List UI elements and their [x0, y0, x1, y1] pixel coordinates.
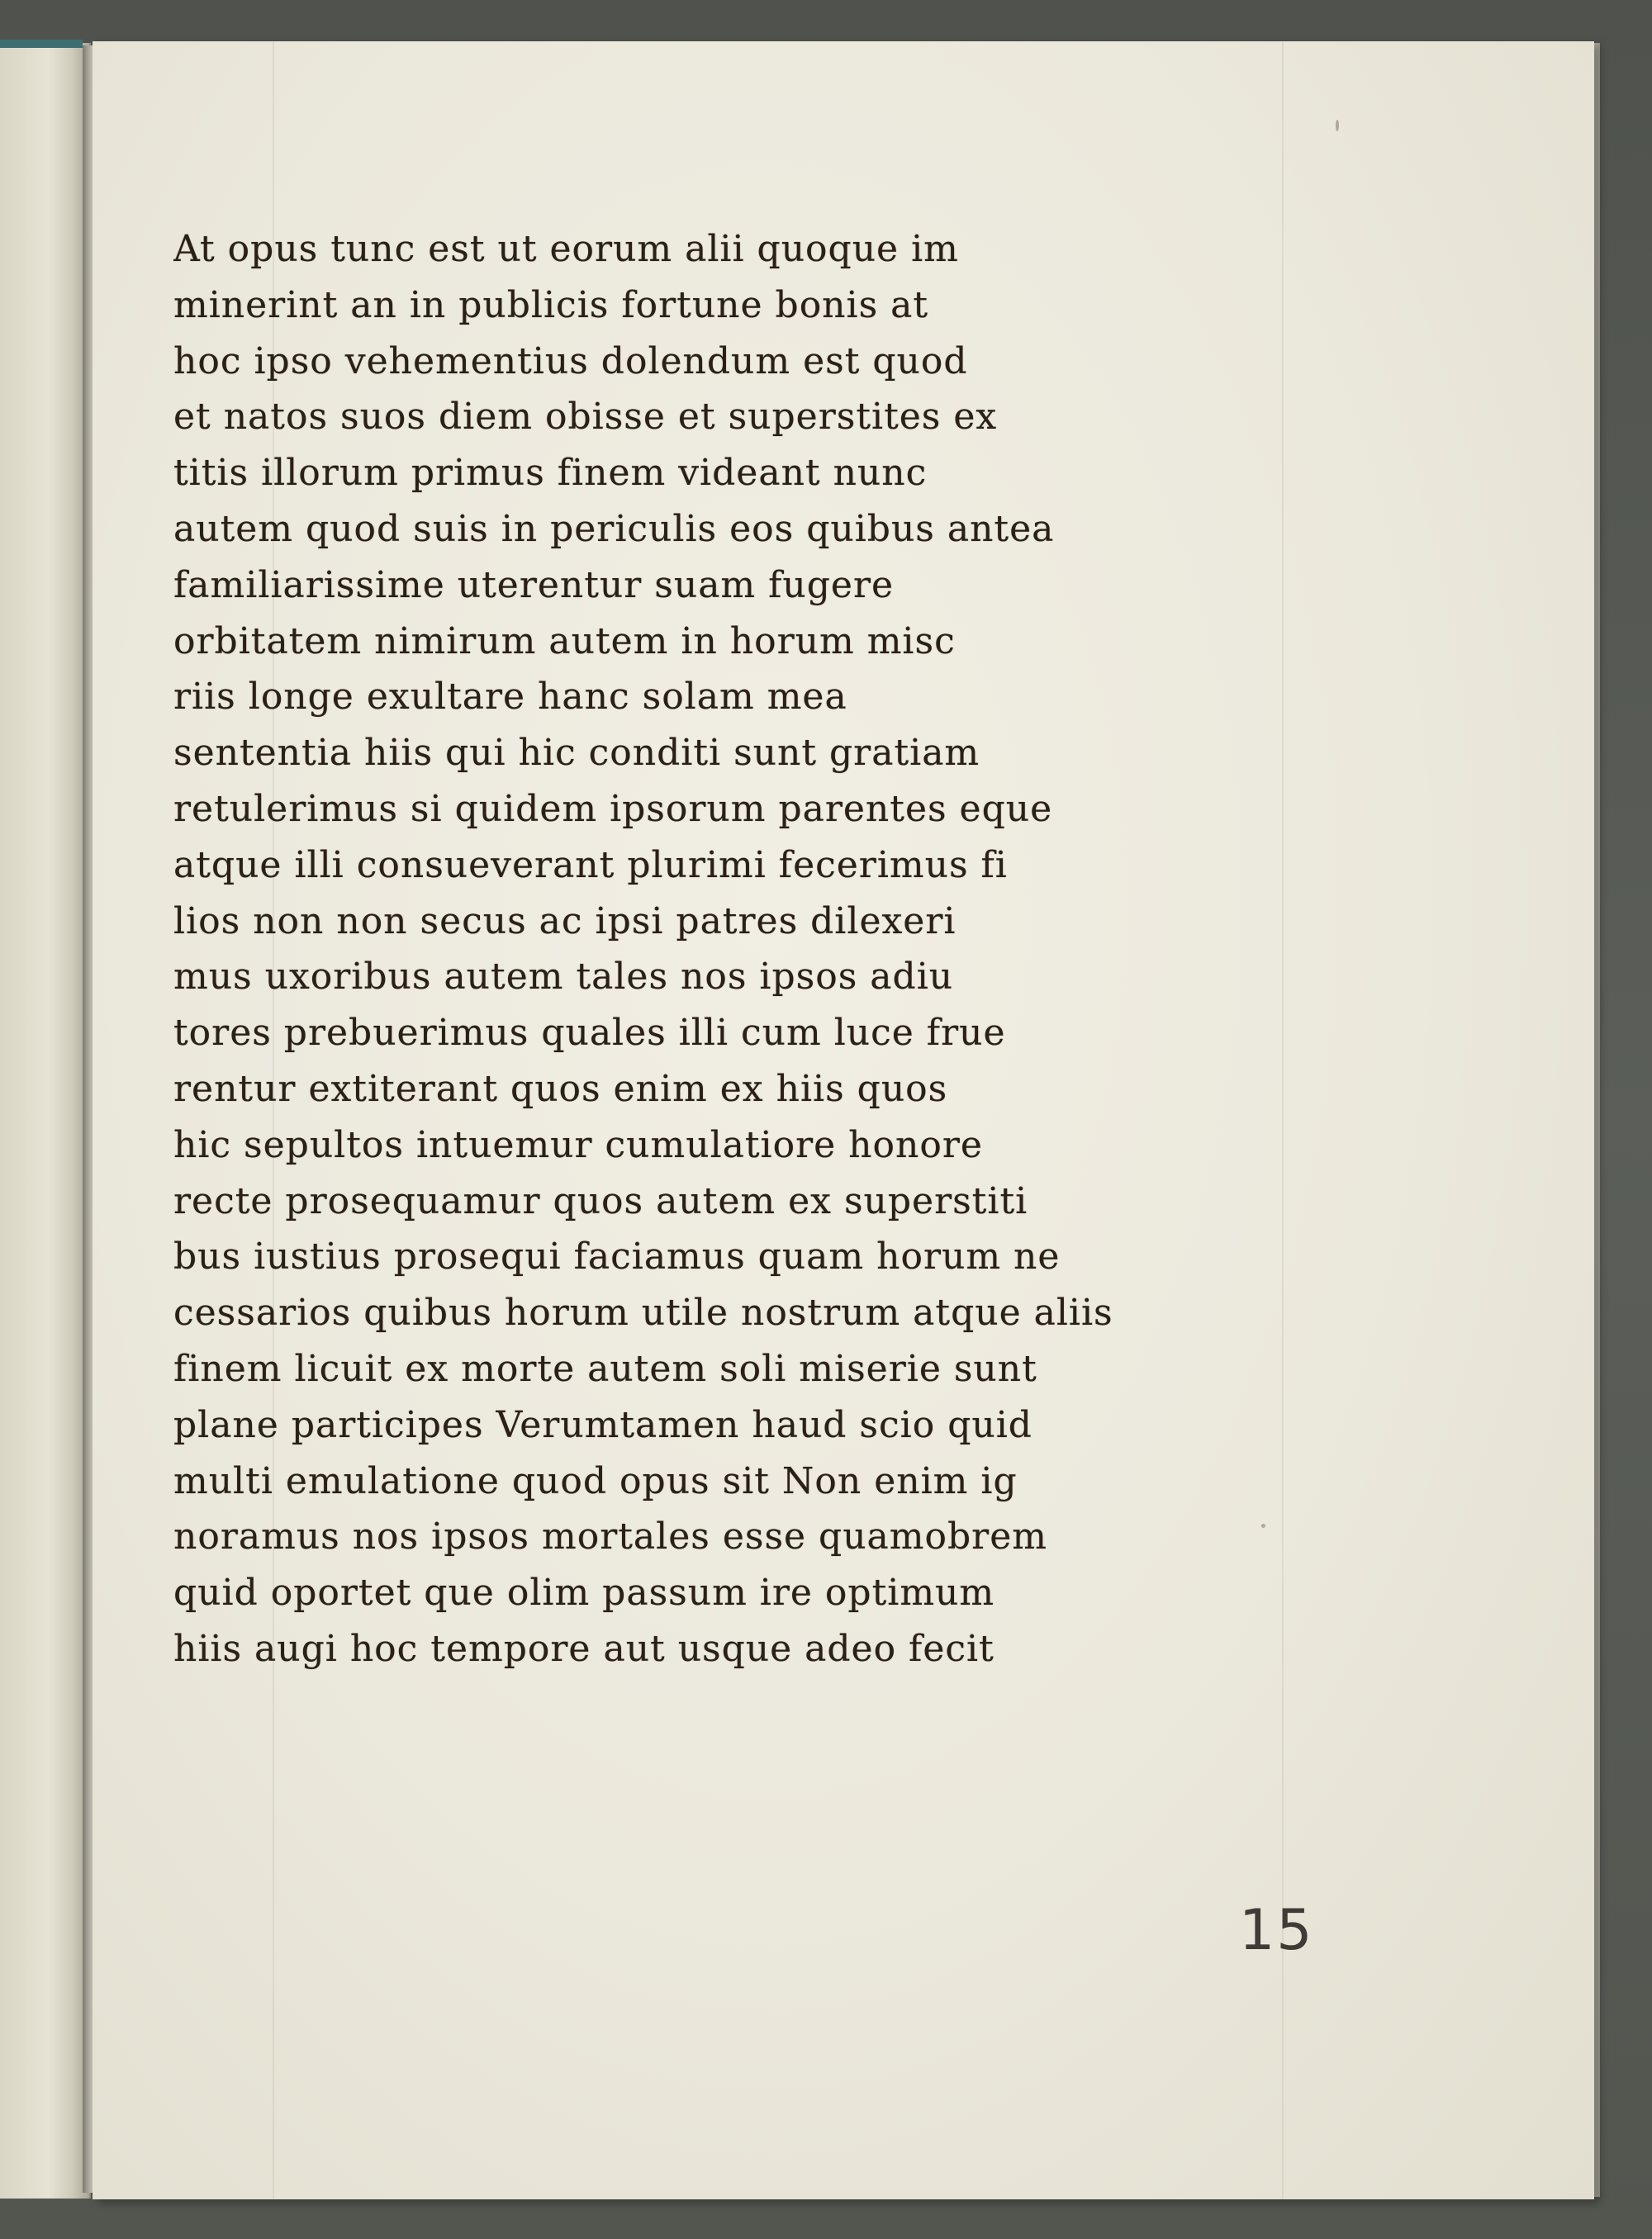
text-line-3: hoc ipso vehementius dolendum est quod	[173, 339, 968, 382]
text-line-1: At opus tunc est ut eorum alii quoque im	[173, 228, 959, 270]
text-line-22: plane participes Verumtamen haud scio quid	[173, 1403, 1032, 1446]
text-line-10: sententia hiis qui hic conditi sunt gratiam	[173, 732, 980, 775]
text-line-2: minerint an in publicis fortune bonis at	[173, 283, 929, 326]
text-line-16: rentur extiterant quos enim ex hiis quos	[173, 1067, 948, 1110]
paper-speck	[1336, 120, 1339, 131]
text-line-21: finem licuit ex morte autem soli miserie sunt	[173, 1347, 1037, 1390]
text-line-15: tores prebuerimus quales illi cum luce frue	[173, 1012, 1006, 1055]
text-line-7: familiarissime uterentur suam fugere	[173, 563, 895, 606]
text-line-23: multi emulatione quod opus sit Non enim ig	[173, 1459, 1018, 1502]
ruling-line-right	[1282, 41, 1284, 2199]
manuscript-text	[173, 221, 1280, 1677]
text-line-9: riis longe exultare hanc solam mea	[173, 676, 847, 719]
text-line-18: recte prosequamur quos autem ex superstiti	[173, 1179, 1028, 1222]
text-line-13: lios non non secus ac ipsi patres dilexeri	[173, 899, 957, 942]
text-line-11: retulerimus si quidem ipsorum parentes eque	[173, 787, 1053, 830]
text-line-26: hiis augi hoc tempore aut usque adeo fecit	[173, 1627, 995, 1670]
text-line-25: quid oportet que olim passum ire optimum	[173, 1572, 995, 1615]
text-line-24: noramus nos ipsos mortales esse quamobrem	[173, 1516, 1047, 1558]
text-line-19: bus iustius prosequi faciamus quam horum ne	[173, 1236, 1061, 1278]
text-line-12: atque illi consueverant plurimi fecerimus fi	[173, 843, 1008, 886]
binding-edge	[0, 40, 83, 48]
text-line-17: hic sepultos intuemur cumulatiore honore	[173, 1123, 983, 1166]
folio-number: 15	[1239, 1898, 1314, 1963]
text-line-14: mus uxoribus autem tales nos ipsos adiu	[173, 956, 954, 999]
text-line-4: et natos suos diem obisse et superstites ex	[173, 396, 998, 439]
text-line-20: cessarios quibus horum utile nostrum atque aliis	[173, 1292, 1113, 1335]
text-line-8: orbitatem nimirum autem in horum misc	[173, 619, 956, 662]
text-line-6: autem quod suis in periculis eos quibus antea	[173, 507, 1055, 550]
text-line-5: titis illorum primus finem videant nunc	[173, 452, 928, 495]
previous-leaf-edge	[0, 43, 91, 2199]
